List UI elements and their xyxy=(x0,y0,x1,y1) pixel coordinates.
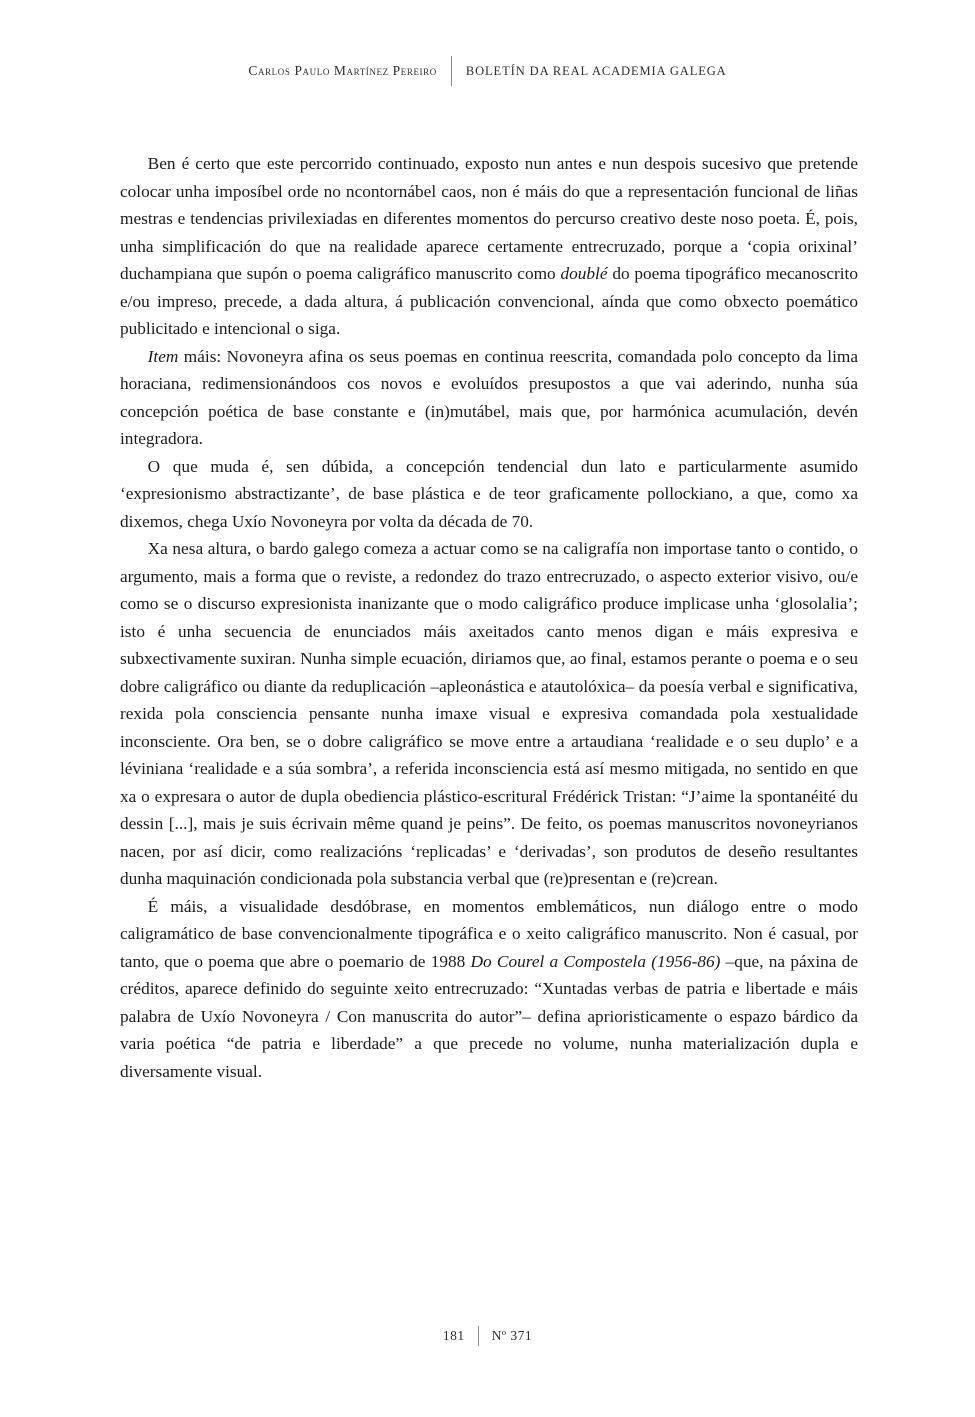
text-run: –que, na páxina de créditos, aparece definido do seguinte xeito entrecruzado: “Xuntadas verbas de patria e libertade e máis palabra de Uxío Novoneyra / Con manuscrita do autor”– defina aprioristicamente o espazo bárdico da varia poética “de patria e liberdade” a que precede no volume, nunha materialización dupla e diversamente visual. xyxy=(120,951,858,1081)
paragraph xyxy=(120,893,858,1086)
paragraph xyxy=(120,453,858,536)
text-run: É máis, a visualidade desdóbrase, en momentos emblemáticos, nun diálogo entre o modo caligramático de base convencionalmente tipográfica e o xeito caligráfico manuscrito. Non é casual, por tanto, que o poema que abre o poemario de 1988 xyxy=(120,896,858,971)
text-run: máis: Novoneyra afina os seus poemas en continua reescrita, comandada polo concepto da lima horaciana, redimensionándoos cos novos e evoluídos presupostos a que vai aderindo, nunha súa concepción poética de base constante e (in)mutábel, mais que, por harmónica acumulación, devén integradora. xyxy=(120,346,858,448)
text-run: Xa nesa altura, o bardo galego comeza a actuar como se na caligrafía non importase tanto o contido, o argumento, mais a forma que o reviste, a redondez do trazo entrecruzado, o aspecto exterior visivo, ou/e como se o discurso expresionista inanizante que o modo caligráfico produce implicase unha ‘glosolalia’; isto é unha secuencia de enunciados máis axeitados canto menos digan e máis expresiva e subxectivamente suxiran. Nunha simple ecuación, diriamos que, ao final, estamos perante o poema e o seu dobre caligráfico ou diante da reduplicación –apleonástica e atautolóxica– da poesía verbal e significativa, rexida pola consciencia pensante nunha imaxe visual e expresiva comandada pola xestualidade inconsciente. Ora ben, se o dobre caligráfico se move entre a artaudiana ‘realidade e o seu duplo’ e a léviniana ‘realidade e a súa sombra’, a referida inconsciencia está así mesmo mitigada, no sentido en que xa o expresara o autor de dupla obediencia plástico-escritural Frédérick Tristan: “J’aime la spontanéité du dessin [...], mais je suis écrivain même quand je peins”. De feito, os poemas manuscritos novoneyrianos nacen, por así dicir, como realizacións ‘replicadas’ e ‘derivadas’, son produtos de deseño resultantes dunha maquinación condicionada pola substancia verbal que (re)presentan e (re)crean. xyxy=(120,539,858,888)
text-run: O que muda é, sen dúbida, a concepción tendencial dun lato e particularmente asumido ‘expresionismo abstractizante’, de base plástica e de teor graficamente pollockiano, a que, como xa dixemos, chega Uxío Novoneyra por volta da década de 70. xyxy=(120,456,858,531)
paragraph xyxy=(120,343,858,453)
footer-issue-number: Nº 371 xyxy=(491,1328,533,1343)
paragraph xyxy=(120,150,858,343)
text-run: do poema tipográfico mecanoscrito e/ou impreso, precede, a dada altura, á publicación convencional, aínda que como obxecto poemático publicitado e intencional o siga. xyxy=(120,264,858,338)
article-body xyxy=(120,150,858,1085)
italic-text-run: Do Courel a Compostela (1956-86) xyxy=(470,951,721,971)
italic-text-run: doublé xyxy=(560,264,608,283)
italic-text-run: Item xyxy=(147,346,179,366)
text-run: Ben é certo que este percorrido continuado, exposto nun antes e nun despois sucesivo que pretende colocar unha imposíbel orde no ncontornábel caos, non é máis do que a representación funcional de liñas mestras e tendencias privilexiadas en diferentes momentos do percurso creativo deste noso poeta. É, pois, unha simplificación do que na realidade aparece certamente entrecruzado, porque a ‘copia orixinal’ duchampiana que supón o poema caligráfico manuscrito como xyxy=(120,154,858,283)
header-author: Carlos Paulo Martínez Pereiro xyxy=(248,63,437,78)
paragraph xyxy=(120,535,858,893)
footer-page-number: 181 xyxy=(442,1328,465,1343)
page-footer xyxy=(0,1326,975,1346)
header-journal-title: BOLETÍN DA REAL ACADEMIA GALEGA xyxy=(465,63,727,78)
page-header xyxy=(0,56,975,86)
